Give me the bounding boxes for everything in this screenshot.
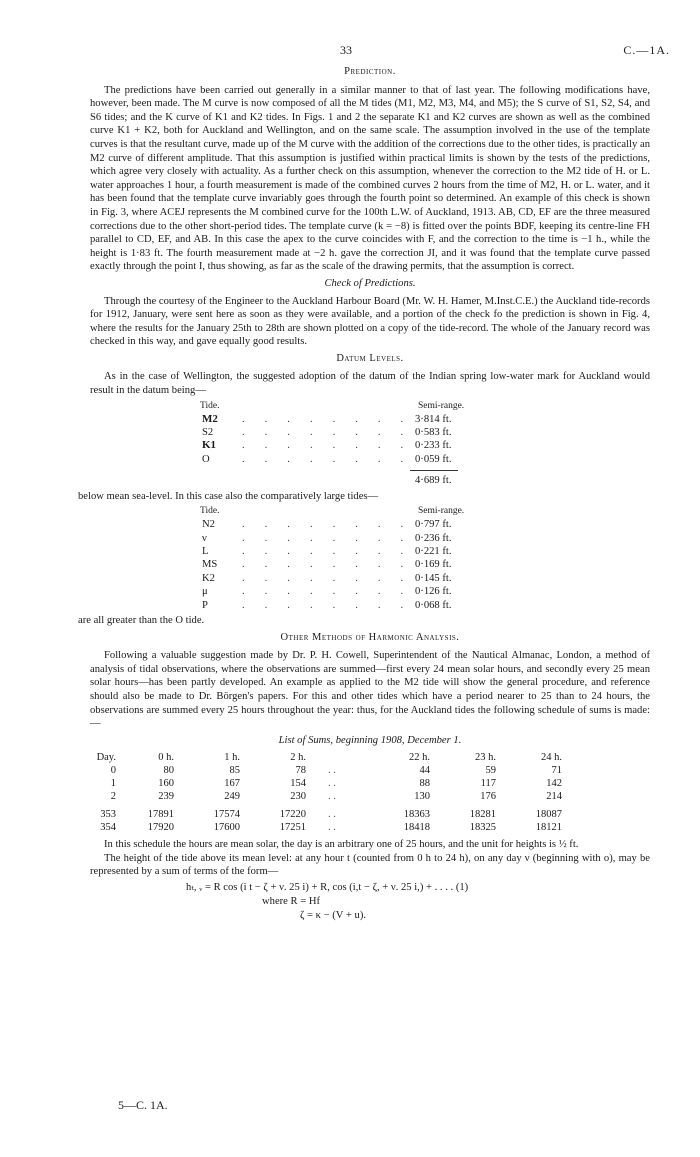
table-row: O ........ 0·059 ft. — [202, 453, 452, 465]
table-row: 353 17891 17574 17220 . . 18363 18281 18087 — [100, 809, 562, 821]
col-semirange: Semi-range. — [418, 400, 465, 411]
formula-block — [90, 879, 650, 923]
schedule-note: In this schedule the hours are mean solar, the day is an arbitrary one of 25 hours, and the unit for heights is ½ ft. — [104, 839, 579, 851]
table-row: L ........ 0·221 ft. — [202, 545, 452, 557]
table-row: S2 ........ 0·583 ft. — [202, 427, 452, 439]
datum-intro: As in the case of Wellington, the suggested adoption of the datum of the Indian spring low-water mark for Auckland would result in the datum being— — [90, 371, 650, 397]
table-row: K1 ........ 0·233 ft. — [202, 439, 452, 452]
formula-main: hₜ, ᵥ = R cos (i t − ζ + ν. 25 i) + R, cos (i,t − ζ, + ν. 25 i,) + . . . . (1) — [186, 881, 469, 893]
prediction-paragraph: The predictions have been carried out generally in a similar manner to that of last year. The following modifications have, however, been made. The M curve is now composed of all the M tides (M1, M2, M3, M4, and M5); the S curve of S1, S2, S4, and S6 tides; and the K curve of K1 and K2 tides. In Figs. 1 and 2 the separate K1 and K2 curves are shown as well as the combined curve K1 + K2, both for Auckland and Wellington, and on the same scale. The assumption involved in the use of the template curves is that the resultant curve, made up of the M curve with the addition of the corrections due to the other tides, is practically an M2 curve of different amplitude. That this assumption is justified within practical limits is shown by the tests of the predictions, which agree very closely with actuality. As a further check on this assumption, whenever the correction to the M2 tide of H. or L. water approaches 1 hour, a fourth measurement is made of the combined curves 2 hours from the time of M2, H. or L. water, and it has been found that the template curve invariably goes through the fourth point so determined. An example of this check is shown in Fig. 3, where ACEJ represents the M combined curve for the 100th L.W. of Auckland, 1913. AB, CD, EF are the three measured corrections due to the other short-period tides. The template curve (k = −8) is fitted over the points BDF, keeping its centre-line FH parallel to CD, EF, and AB. In this case the apex to the curve coincides with F, and the correction to the time is −1 h., while the height is 1·83 ft. The fourth measurement made at −2 h. gave the correction JI, and it was found that the template curve passed exactly through the point I, thus showing, as far as the scale of the drawing permits, that the assumption is correct. — [90, 84, 650, 273]
formula-where: where R = Hf — [262, 895, 321, 907]
table-row: P ........ 0·068 ft. — [202, 599, 452, 611]
datum-total: 4·689 ft. — [415, 475, 452, 487]
table-row: M2 ........ 3·814 ft. — [202, 412, 452, 425]
col-tide: Tide. — [200, 400, 220, 411]
datum-table-1 — [90, 400, 650, 488]
height-paragraph: The height of the tide above its mean level: at any hour t (counted from 0 h to 24 h), on any day ν (beginning with o), may be represented by a sum of terms of the form— — [90, 852, 650, 878]
sums-header: Day. 0 h. 1 h. 2 h. 22 h. 23 h. 24 h. — [96, 752, 562, 764]
total-row — [90, 474, 650, 487]
sums-table — [90, 751, 650, 834]
table-row: 1 160 167 154 . . 88 117 142 — [110, 777, 562, 789]
page-footer: 5—C. 1A. — [118, 1098, 168, 1112]
table-row: N2 ........ 0·797 ft. — [202, 519, 452, 531]
document-code: C.—1A. — [623, 43, 670, 57]
prediction-heading: Prediction. — [344, 66, 396, 77]
datum-outro: are all greater than the O tide. — [78, 614, 205, 626]
table-row: μ ........ 0·126 ft. — [202, 586, 452, 598]
other-paragraph: Following a valuable suggestion made by Dr. P. H. Cowell, Superintendent of the Nautical Almanac, London, a method of analysis of tidal observations, where the observations are summed—first every 24 mean solar hours, and secondly every 25 mean solar hours—has been partly developed. An example as applied to the M2 tide will show the general procedure, and reference should also be made to Dr. Börgen's papers. For this and other tides which have a period nearer to 25 than to 24 hours, the observations are summed every 25 hours throughout the year: thus, for the Auckland tides the following schedule of sums is made:— — [90, 650, 650, 730]
table-row: 354 17920 17600 17251 . . 18418 18325 18121 — [100, 822, 562, 834]
check-heading: Check of Predictions. — [324, 277, 416, 289]
table-row: ν ........ 0·236 ft. — [202, 532, 452, 544]
formula-zeta: ζ = κ − (V + u). — [300, 909, 366, 921]
page-number: 33 — [340, 43, 352, 57]
table-row: K2 ........ 0·145 ft. — [202, 572, 452, 584]
document-page — [78, 43, 670, 923]
check-paragraph: Through the courtesy of the Engineer to the Auckland Harbour Board (Mr. W. H. Hamer, M.Inst.C.E.) the Auckland tide-records for 1912, January, were sent here as soon as they were available, and a portion of the check fo the prediction is shown in Fig. 4, where the results for the January 25th to 28th are shown plotted on a copy of the tide-record. The whole of the January record was checked in this way, and gave equally good results. — [90, 295, 650, 348]
other-heading: Other Methods of Harmonic Analysis. — [280, 631, 460, 643]
table-row: 0 80 85 78 . . 44 59 71 — [110, 765, 562, 777]
datum-heading: Datum Levels. — [336, 352, 404, 364]
list-title: List of Sums, beginning 1908, December 1. — [278, 734, 462, 746]
page-header — [90, 43, 670, 62]
datum-mid: below mean sea-level. In this case also the comparatively large tides— — [78, 490, 379, 502]
datum-table-2: Tide. Semi-range. N2 ........ 0·797 ft. ν ........ 0·236 ft. L ........ 0·221 ft. MS ........ 0·169 ft. K2 ........ 0·145 ft. μ ........ 0·126 ft. P ........ 0·068 ft. — [90, 505, 650, 612]
table-row: 2 239 249 230 . . 130 176 214 — [110, 790, 562, 802]
table-row: MS ........ 0·169 ft. — [202, 559, 452, 571]
